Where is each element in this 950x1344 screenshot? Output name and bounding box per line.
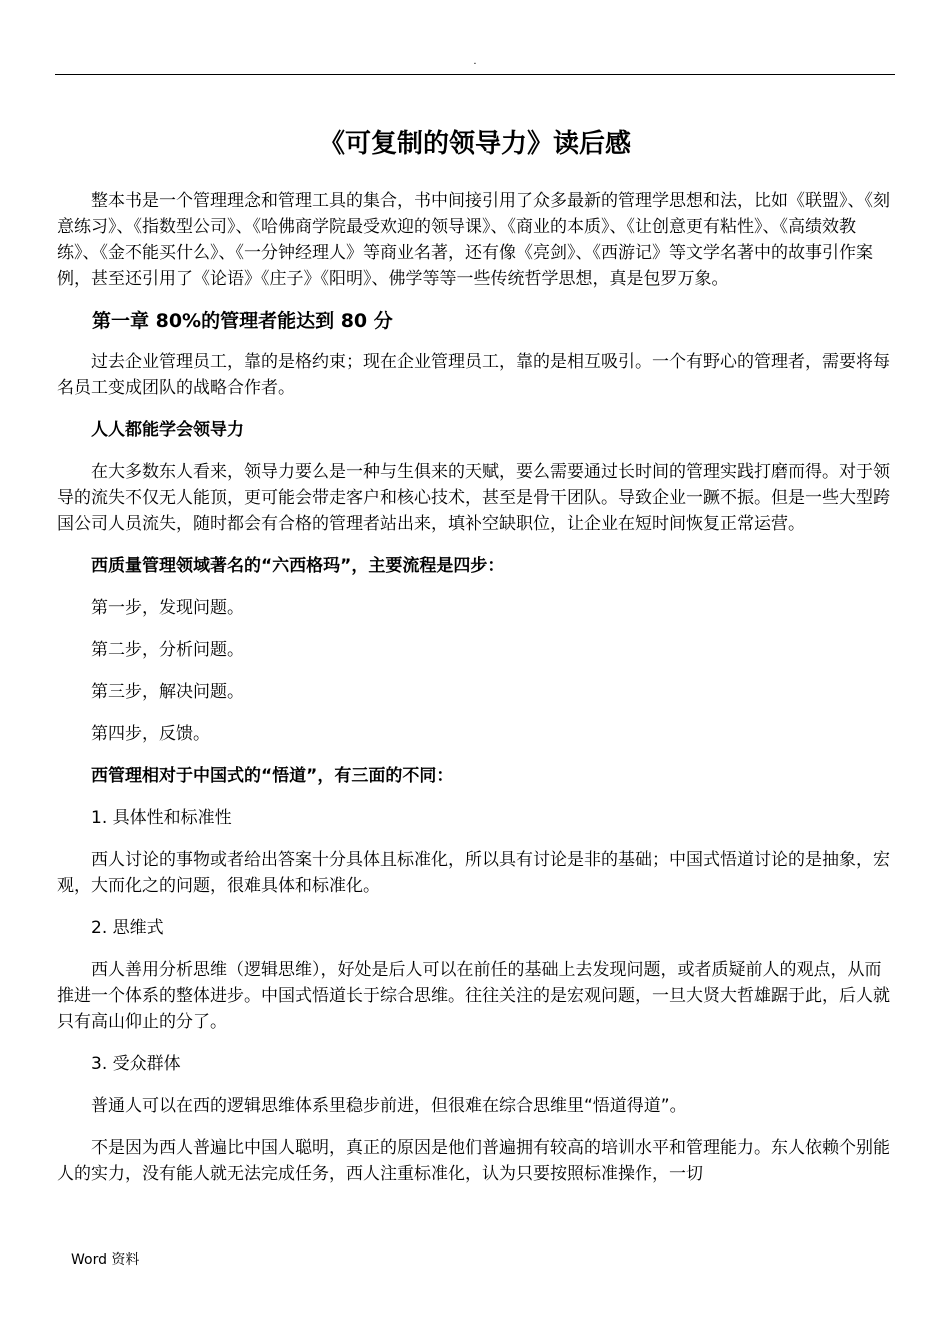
header-dot: . xyxy=(473,56,477,67)
section-heading-leadership: 人人都能学会领导力 xyxy=(91,420,244,440)
item-1-title: 1. 具体性和标准性 xyxy=(91,808,232,828)
paragraph-1: 过去企业管理员工，靠的是格约束；现在企业管理员工，靠的是相互吸引。一个有野心的管理者，需要将每名员工变成团队的战略合作者。 xyxy=(57,352,890,398)
document-title: 《可复制的领导力》读后感 xyxy=(318,129,631,159)
intro-paragraph: 整本书是一个管理理念和管理工具的集合，书中间接引用了众多最新的管理学思想和法，比如《联盟》、《刻意练习》、《指数型公司》、《哈佛商学院最受欢迎的领导课》、《商业的本质》、《让创意更有粘性》、《高绩效教练》、《金不能买什么》、《一分钟经理人》等商业名著，还有像《亮剑》、《西游记》等文学名著中的故事引作案例，甚至还引用了《论语》《庄子》《阳明》、佛学等等一些传统哲学思想，真是包罗万象。 xyxy=(57,191,890,289)
section-heading-differences: 西管理相对于中国式的“悟道”，有三面的不同： xyxy=(91,766,454,786)
footer-label: Word 资料 xyxy=(71,1252,140,1268)
step-4: 第四步，反馈。 xyxy=(91,724,210,744)
paragraph-2: 在大多数东人看来，领导力要么是一种与生俱来的天赋，要么需要通过长时间的管理实践打磨而得。对于领导的流失不仅无人能顶，更可能会带走客户和核心技术，甚至是骨干团队。导致企业一蹶不振。但是一些大型跨国公司人员流失，随时都会有合格的管理者站出来，填补空缺职位，让企业在短时间恢复正常运营。 xyxy=(57,462,890,534)
paragraph-last: 不是因为西人普遍比中国人聪明，真正的原因是他们普遍拥有较高的培训水平和管理能力。东人依赖个别能人的实力，没有能人就无法完成任务，西人注重标准化，认为只要按照标准操作，一切 xyxy=(57,1138,890,1184)
document-body xyxy=(57,188,893,1187)
step-3: 第三步，解决问题。 xyxy=(91,682,244,702)
item-2-title: 2. 思维式 xyxy=(91,918,164,938)
header-rule xyxy=(55,74,895,75)
item-1-text: 西人讨论的事物或者给出答案十分具体且标准化，所以具有讨论是非的基础；中国式悟道讨论的是抽象，宏观，大而化之的问题，很难具体和标准化。 xyxy=(57,850,890,896)
section-heading-six-sigma: 西质量管理领域著名的“六西格玛”，主要流程是四步： xyxy=(91,556,505,576)
chapter-heading: 第一章 80%的管理者能达到 80 分 xyxy=(92,310,393,332)
item-3-text: 普通人可以在西的逻辑思维体系里稳步前进，但很难在综合思维里“悟道得道”。 xyxy=(91,1096,687,1116)
item-2-text: 西人善用分析思维（逻辑思维），好处是后人可以在前任的基础上去发现问题，或者质疑前人的观点，从而推进一个体系的整体进步。中国式悟道长于综合思维。往往关注的是宏观问题，一旦大贤大哲雄踞于此，后人就只有高山仰止的分了。 xyxy=(57,960,890,1032)
item-3-title: 3. 受众群体 xyxy=(91,1054,181,1074)
step-2: 第二步，分析问题。 xyxy=(91,640,244,660)
step-1: 第一步，发现问题。 xyxy=(91,598,244,618)
